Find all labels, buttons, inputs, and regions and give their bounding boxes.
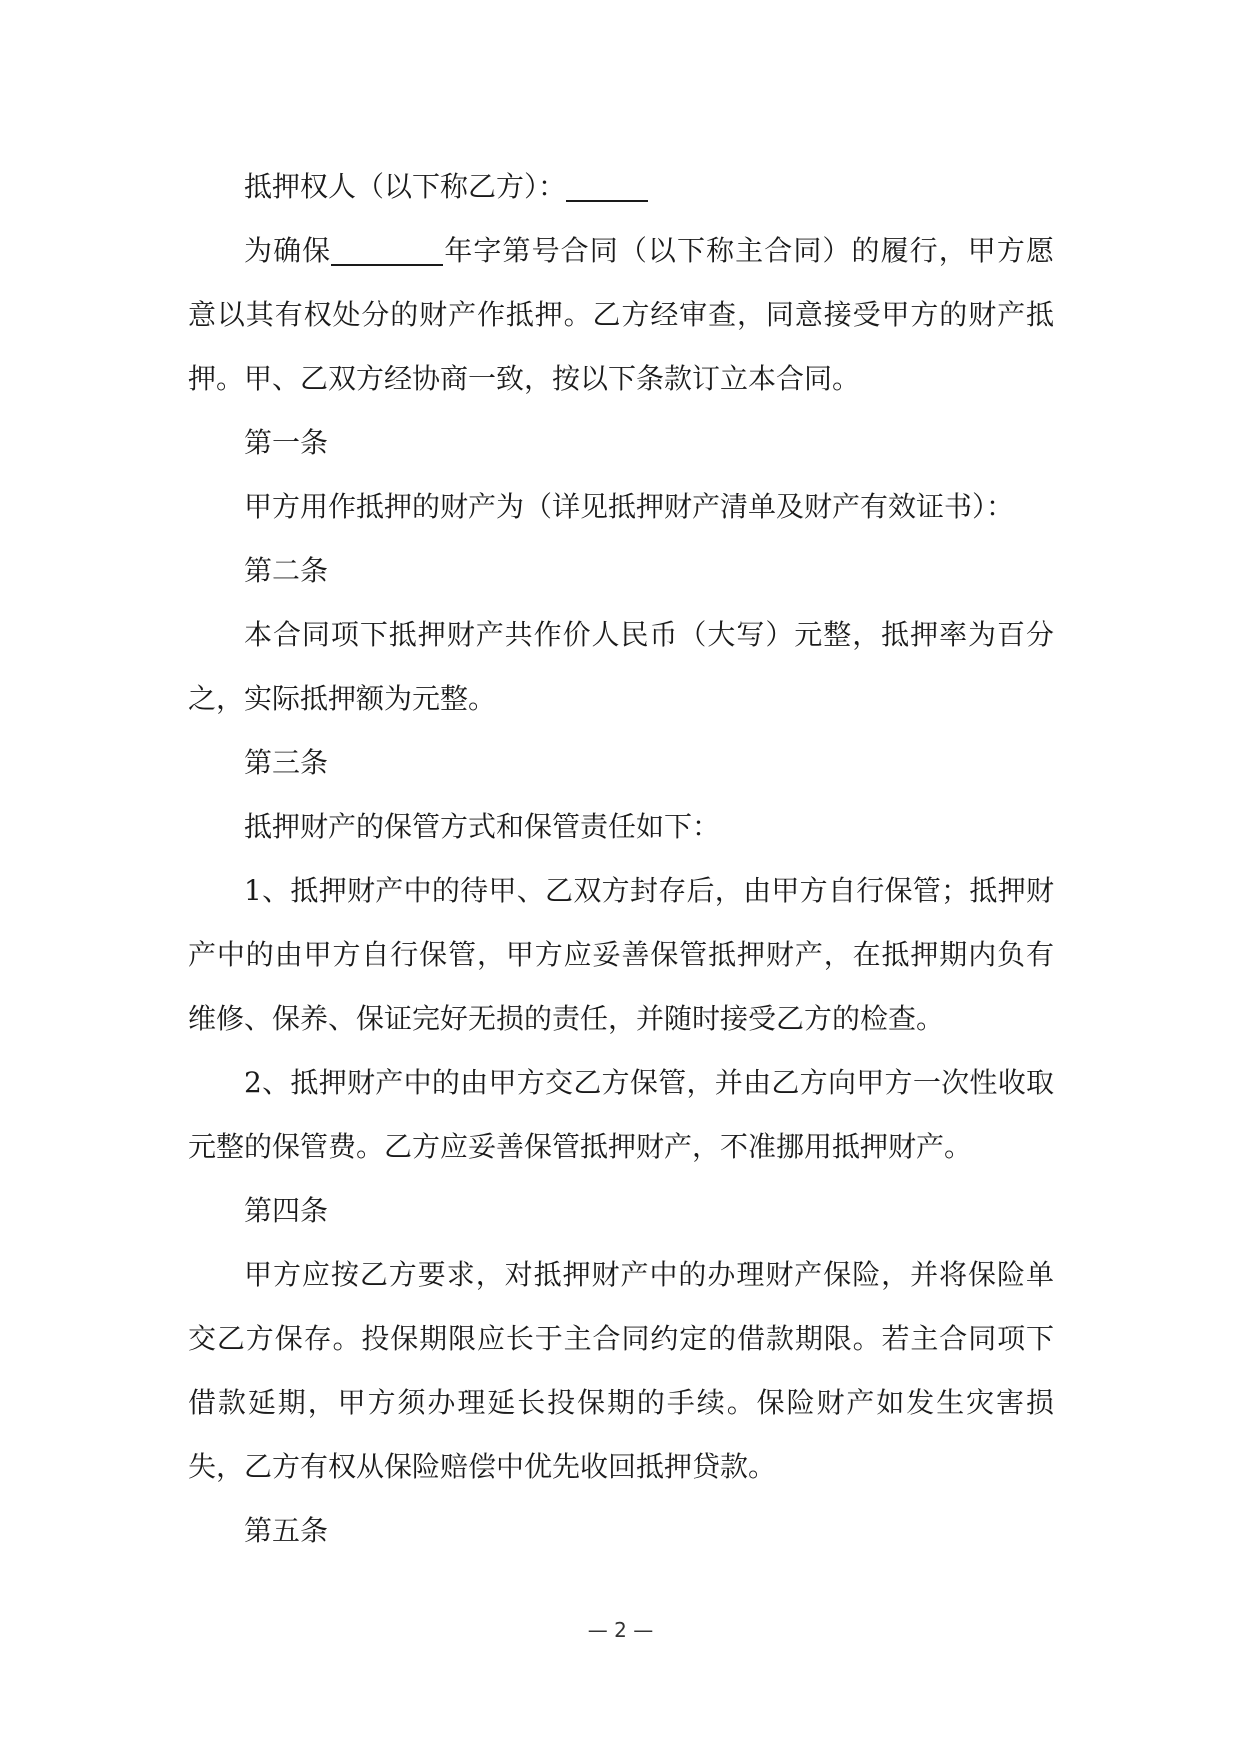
paragraph-preamble-lead: 为确保 [244, 234, 332, 267]
article-4-body: 甲方应按乙方要求，对抵押财产中的办理财产保险，并将保险单交乙方保存。投保期限应长于主合同约定的借款期限。若主合同项下借款延期，甲方须办理延长投保期的手续。保险财产如发生灾害损失，乙方有权从保险赔偿中优先收回抵押贷款。 [188, 1258, 1054, 1483]
article-heading-2: 第二条 [244, 554, 329, 587]
paragraph-preamble [188, 219, 1054, 411]
article-3-item-2: 2、抵押财产中的由甲方交乙方保管，并由乙方向甲方一次性收取元整的保管费。乙方应妥善保管抵押财产，不准挪用抵押财产。 [188, 1066, 1054, 1163]
paragraph-mortgagee [188, 155, 1054, 219]
article-heading-5: 第五条 [244, 1514, 329, 1547]
article-2-body: 本合同项下抵押财产共作价人民币（大写）元整，抵押率为百分之，实际抵押额为元整。 [188, 618, 1054, 715]
article-heading-3: 第三条 [244, 746, 329, 779]
page-number: — 2 — [587, 1618, 654, 1642]
article-3-intro: 抵押财产的保管方式和保管责任如下： [244, 810, 721, 843]
article-1-body: 甲方用作抵押的财产为（详见抵押财产清单及财产有效证书）： [244, 490, 1015, 523]
paragraph-mortgagee-text: 抵押权人（以下称乙方）： [244, 170, 567, 203]
article-3-item-1: 1、抵押财产中的待甲、乙双方封存后，由甲方自行保管；抵押财产中的由甲方自行保管，甲方应妥善保管抵押财产，在抵押期内负有维修、保养、保证完好无损的责任，并随时接受乙方的检查。 [188, 874, 1054, 1035]
paragraph-preamble-rest: 年字第号合同（以下称主合同）的履行，甲方愿意以其有权处分的财产作抵押。乙方经审查，同意接受甲方的财产抵押。甲、乙双方经协商一致，按以下条款订立本合同。 [188, 234, 1054, 395]
blank-line [566, 174, 648, 202]
blank-line [331, 238, 443, 266]
article-heading-1: 第一条 [244, 426, 329, 459]
document-body [188, 155, 1054, 1563]
article-heading-4: 第四条 [244, 1194, 329, 1227]
